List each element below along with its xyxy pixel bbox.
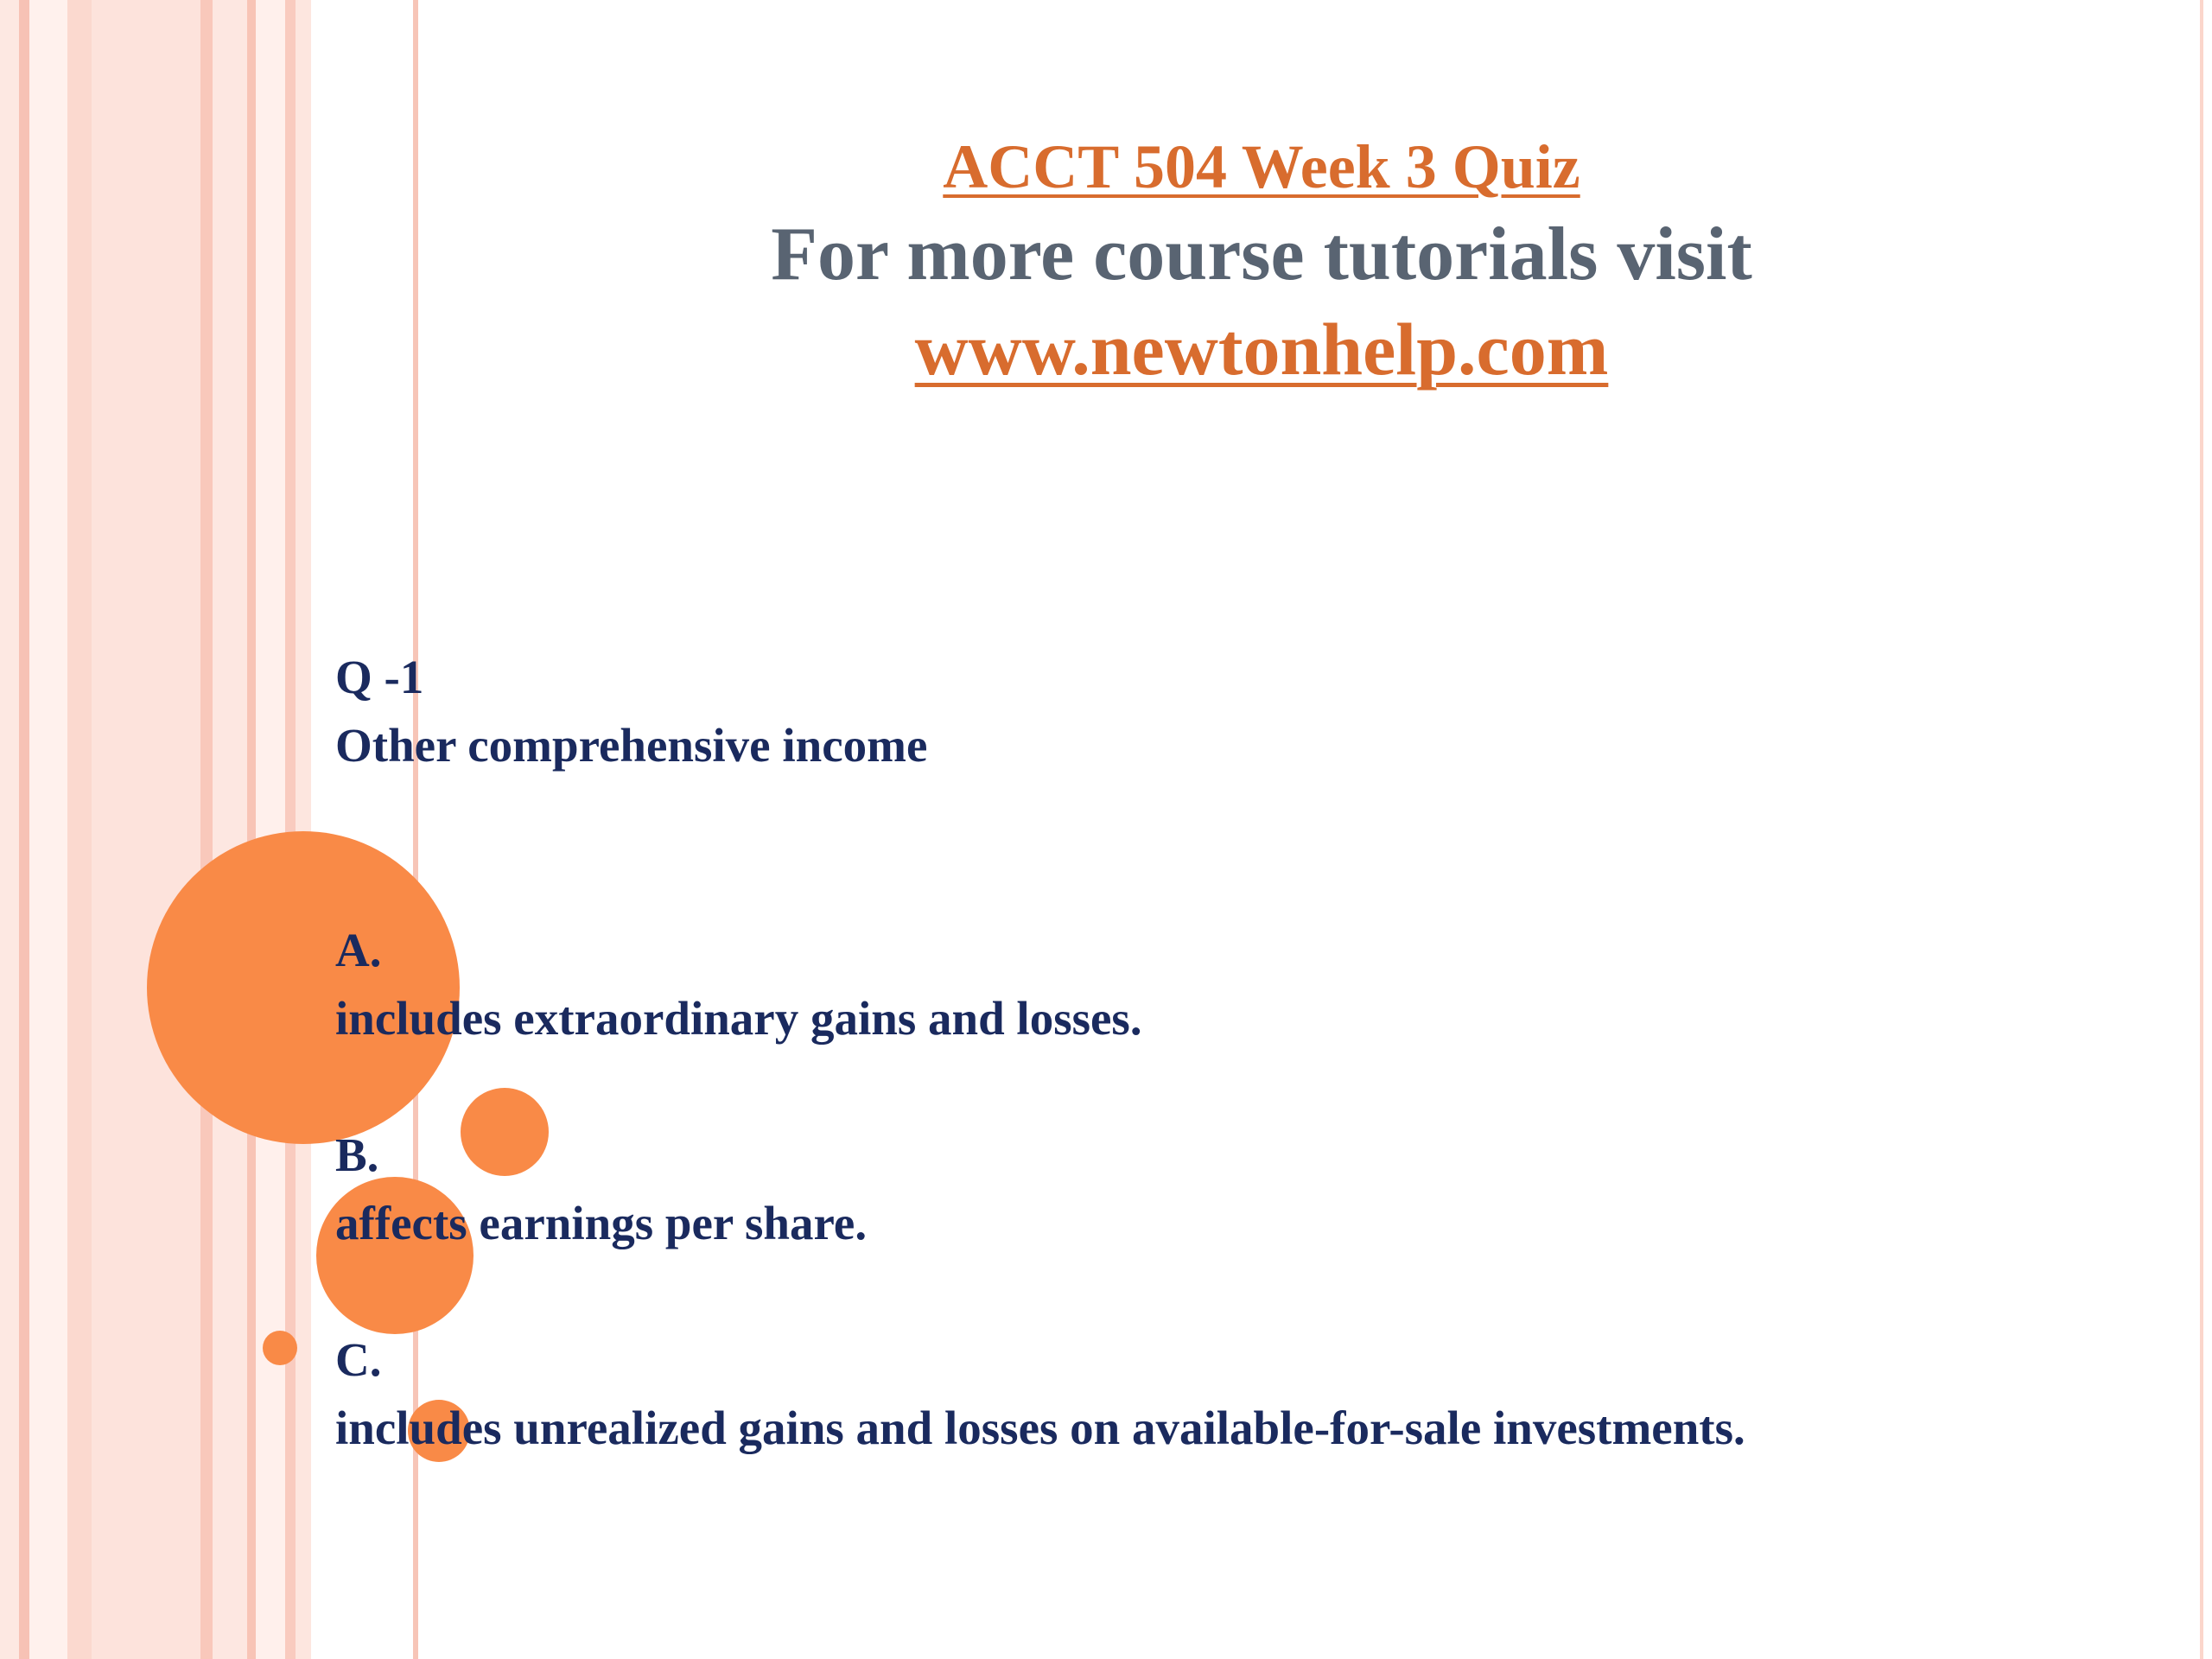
decorative-stripe — [0, 0, 19, 1659]
decorative-stripe — [67, 0, 92, 1659]
option-a-letter: A. — [335, 924, 382, 976]
decorative-stripe — [200, 0, 213, 1659]
question-prompt: Other comprehensive income — [335, 719, 928, 772]
decorative-stripe — [29, 0, 67, 1659]
question-block — [335, 643, 2150, 1462]
slide-title: ACCT 504 Week 3 Quiz — [943, 132, 1580, 201]
slide-header — [605, 128, 1918, 396]
option-c-text: includes unrealized gains and losses on available-for-sale investments. — [335, 1402, 1745, 1454]
decorative-stripe — [213, 0, 247, 1659]
decorative-stripe — [247, 0, 256, 1659]
decorative-circle-tiny — [263, 1331, 297, 1365]
decorative-stripe — [256, 0, 285, 1659]
option-b-letter: B. — [335, 1128, 379, 1181]
decorative-stripe — [296, 0, 311, 1659]
decorative-right-line — [2200, 0, 2203, 1659]
option-c-letter: C. — [335, 1333, 382, 1386]
decorative-stripe — [92, 0, 200, 1659]
decorative-stripe — [285, 0, 296, 1659]
option-a-text: includes extraordinary gains and losses. — [335, 992, 1142, 1045]
decorative-stripe — [19, 0, 29, 1659]
question-number: Q -1 — [335, 651, 424, 703]
option-b-text: affects earnings per share. — [335, 1197, 868, 1249]
slide-subtitle: For more course tutorials visit — [771, 213, 1752, 296]
website-link[interactable]: www.newtonhelp.com — [914, 308, 1609, 391]
